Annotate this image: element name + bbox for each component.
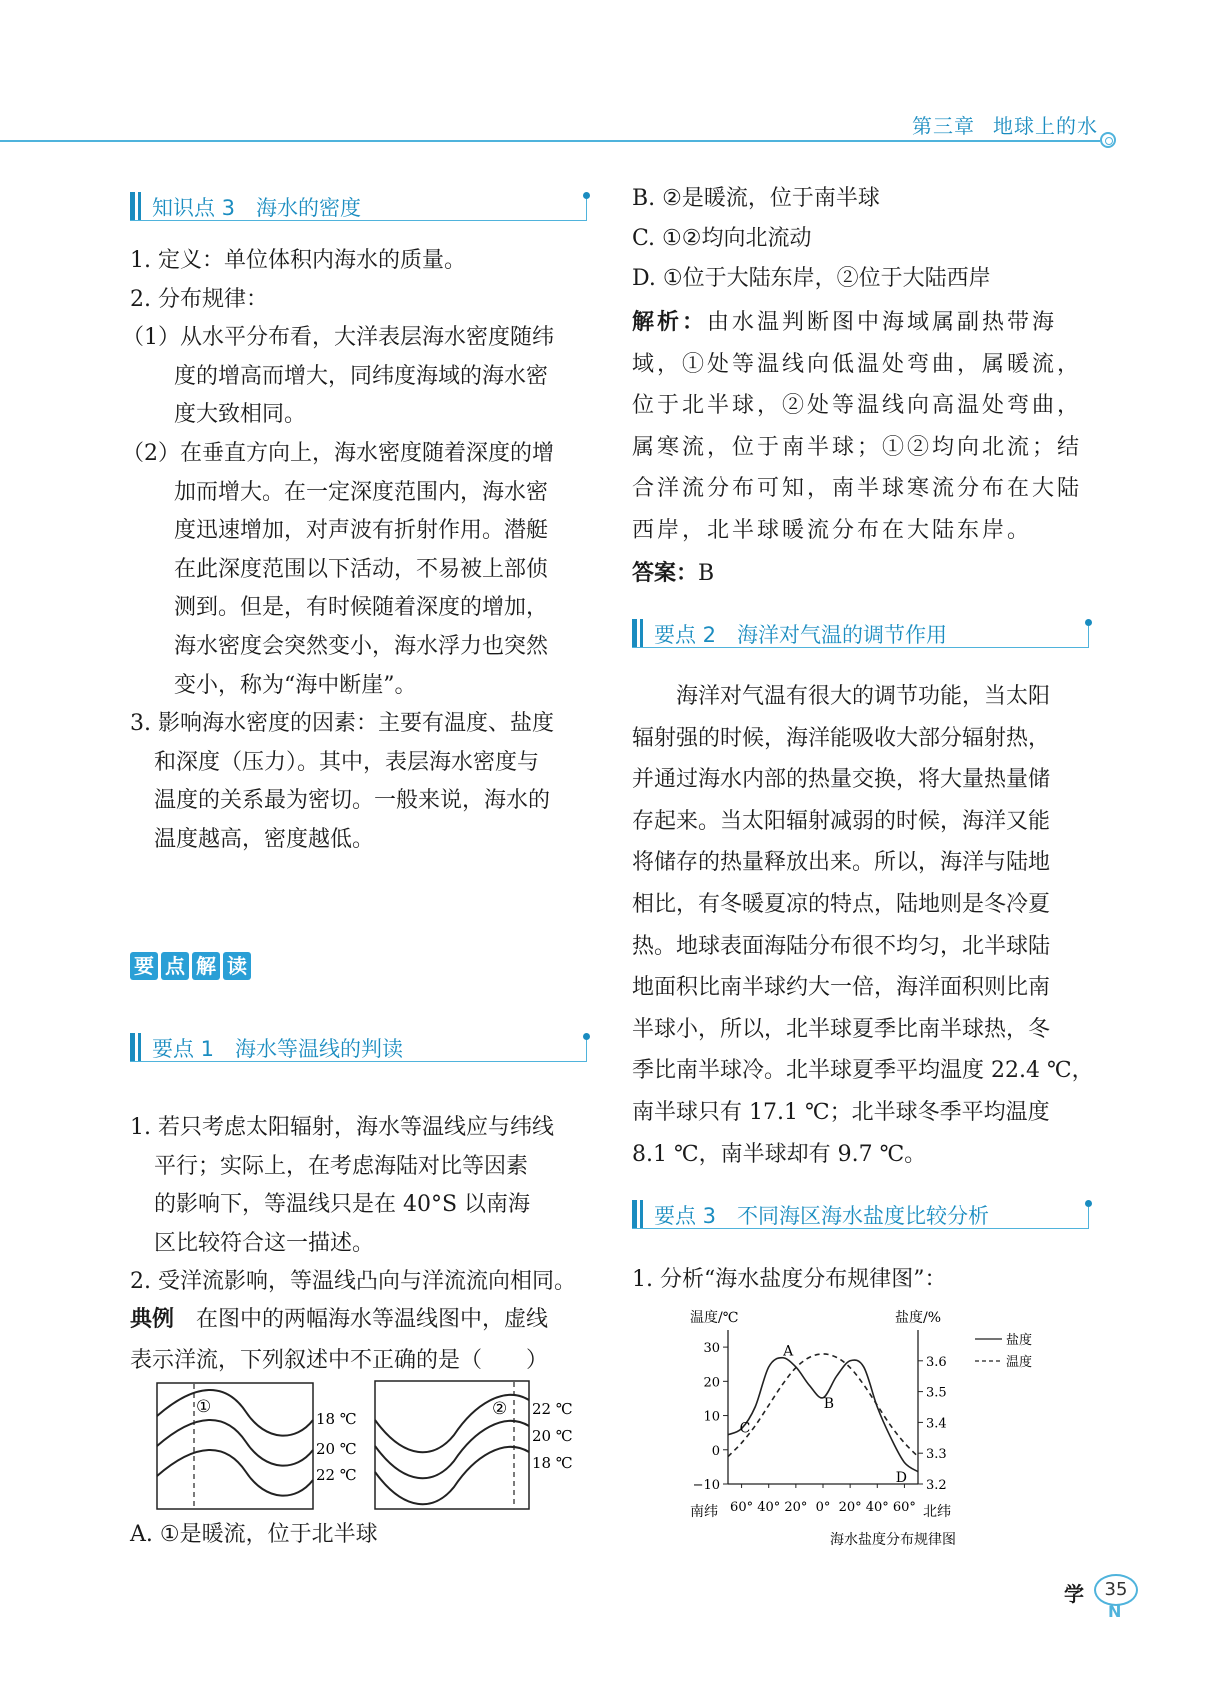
text-line: 辐射强的时候，海洋能吸收大部分辐射热， (632, 725, 1051, 751)
x-axis-left-end: 南纬 (690, 1504, 718, 1520)
point-label-b: B (823, 1395, 835, 1412)
footer-logo-icon: N (1108, 1602, 1122, 1621)
heading-pin-icon (1085, 1200, 1092, 1207)
text-line: 1. 若只考虑太阳辐射，海水等温线应与纬线 (130, 1115, 554, 1140)
text-line: 南半球只有 17.1 ℃；北半球冬季平均温度 (632, 1100, 1050, 1125)
x-axis-right-end: 北纬 (923, 1504, 951, 1520)
y-axis-left-label: 温度/℃ (690, 1310, 739, 1326)
x-tick-label: 60° (730, 1500, 754, 1515)
isotherm-label: 22 ℃ (532, 1400, 573, 1418)
section-heading-key-1 (130, 1031, 586, 1062)
x-tick-label: 60° (892, 1500, 916, 1515)
chapter-title: 地球上的水 (993, 114, 1098, 138)
badge-char: 点 (161, 952, 189, 980)
point-label-d: D (895, 1469, 907, 1486)
text-line: 在此深度范围以下活动，不易被上部侦 (174, 556, 549, 582)
text-line: 和深度（压力）。其中，表层海水密度与 (154, 749, 540, 775)
text-line: 区比较符合这一描述。 (154, 1230, 375, 1256)
footer-mark: 学 (1064, 1582, 1084, 1606)
answer-line (632, 553, 714, 595)
section-title: 知识点 3 海水的密度 (152, 196, 362, 220)
isotherm-line (375, 1447, 529, 1504)
text-line: （1）从水平分布看，大洋表层海水密度随纬 (122, 325, 554, 351)
text-line: 平行；实际上，在考虑海陆对比等因素 (154, 1153, 529, 1179)
section-title: 要点 2 海洋对气温的调节作用 (654, 623, 948, 647)
y-left-tick-label: 10 (703, 1409, 720, 1425)
key-3-line: 1. 分析“海水盐度分布规律图”： (632, 1267, 947, 1292)
text-line: 热。地球表面海陆分布很不均匀，北半球陆 (632, 933, 1051, 959)
chapter-number: 第三章 (912, 114, 975, 138)
text-line: 度大致相同。 (174, 402, 307, 428)
isotherm-label: 20 ℃ (316, 1440, 357, 1458)
isotherm-line (157, 1450, 313, 1496)
text-line: 2. 受洋流影响，等温线凸向与洋流流向相同。 (130, 1269, 576, 1294)
point-label-a: A (783, 1343, 794, 1360)
section-heading-key-3 (632, 1198, 1088, 1229)
chart-caption: 海水盐度分布规律图 (830, 1532, 956, 1546)
y-right-tick-label: 3.2 (926, 1478, 947, 1493)
y-axis-right-label: 盐度/% (895, 1310, 942, 1326)
section-title: 要点 1 海水等温线的判读 (152, 1037, 404, 1061)
analysis-line: 位于北半球，②处等温线向高温处弯曲， (632, 393, 1083, 418)
y-right-tick-label: 3.5 (926, 1385, 947, 1401)
salinity-series-line (728, 1358, 918, 1472)
current-marker: ② (492, 1399, 508, 1419)
text-line: 海洋对气温有很大的调节功能，当太阳 (632, 684, 1051, 709)
isotherm-label: 18 ℃ (316, 1410, 357, 1428)
option-line: B. ②是暖流，位于南半球 (632, 186, 880, 211)
option-a: A. ①是暖流，位于北半球 (130, 1522, 378, 1547)
answer-value: B (698, 561, 715, 586)
x-tick-label: 20° (784, 1500, 808, 1515)
heading-pin-icon (1085, 619, 1092, 626)
analysis-line: 属寒流，位于南半球；①②均向北流；结 (632, 434, 1083, 460)
section-title: 要点 3 不同海区海水盐度比较分析 (654, 1204, 990, 1228)
analysis-line: 域，①处等温线向低温处弯曲，属暖流， (632, 351, 1083, 377)
x-tick-label: 40° (865, 1500, 889, 1515)
isotherm-label: 22 ℃ (316, 1466, 357, 1484)
text-line: 3. 影响海水密度的因素：主要有温度、盐度 (130, 711, 554, 737)
y-left-tick-label: −10 (692, 1478, 720, 1493)
y-left-tick-label: 0 (711, 1443, 720, 1459)
text-line: 测到。但是，有时候随着深度的增加， (174, 595, 549, 621)
text-line: 的影响下，等温线只是在 40°S 以南海 (154, 1192, 531, 1217)
page-number: 35 (1094, 1574, 1138, 1606)
option-line: C. ①②均向北流动 (632, 226, 812, 251)
badge-char: 解 (192, 952, 220, 980)
salinity-distribution-chart (680, 1306, 1040, 1546)
legend-salinity: 盐度 (1006, 1333, 1033, 1348)
x-tick-label: 20° (838, 1500, 862, 1515)
section-heading-knowledge-3 (130, 190, 586, 221)
badge-char: 读 (223, 952, 251, 980)
heading-pin-icon (583, 1033, 590, 1040)
analysis-line: 西岸，北半球暖流分布在大陆东岸。 (632, 517, 1033, 543)
y-right-tick-label: 3.3 (926, 1447, 947, 1463)
example-label: 典例 (130, 1307, 175, 1332)
text-line: （2）在垂直方向上，海水密度随着深度的增 (122, 441, 554, 466)
text-line: 相比，有冬暖夏凉的特点，陆地则是冬冷夏 (632, 892, 1051, 917)
y-right-tick-label: 3.4 (926, 1416, 947, 1432)
x-tick-label: 0° (815, 1500, 831, 1515)
analysis-line: 解析：由水温判断图中海域属副热带海 (632, 310, 1058, 335)
analysis-line: 合洋流分布可知，南半球寒流分布在大陆 (632, 476, 1083, 501)
text-line: 季比南半球冷。北半球夏季平均温度 22.4 ℃， (632, 1058, 1094, 1084)
header-rule (0, 140, 1100, 142)
x-tick-label: 40° (757, 1500, 781, 1515)
text-line: 半球小，所以，北半球夏季比南半球热，冬 (632, 1016, 1051, 1042)
section-heading-key-2 (632, 617, 1088, 648)
analysis-label: 解析： (632, 310, 708, 335)
legend-temperature: 温度 (1006, 1355, 1033, 1370)
isotherm-line (375, 1421, 529, 1478)
text-line: 变小，称为“海中断崖”。 (174, 672, 417, 698)
option-line: D. ①位于大陆东岸，②位于大陆西岸 (632, 266, 991, 291)
y-left-tick-label: 20 (703, 1375, 720, 1391)
example-text: 在图中的两幅海水等温线图中，虚线 (196, 1307, 549, 1332)
isotherm-label: 20 ℃ (532, 1427, 573, 1445)
text-line: 度的增高而增大，同纬度海域的海水密 (174, 363, 549, 389)
text-line: 温度越高，密度越低。 (154, 827, 375, 852)
example-line-2: 表示洋流，下列叙述中不正确的是（ ） (130, 1348, 549, 1373)
text-line: 存起来。当太阳辐射减弱的时候，海洋又能 (632, 808, 1051, 834)
text-line: 海水密度会突然变小，海水浮力也突然 (174, 634, 549, 659)
header-ring-ornament (1100, 132, 1116, 148)
example-line-1 (130, 1299, 548, 1341)
badge-char: 要 (130, 952, 158, 980)
key-points-badge (130, 952, 251, 980)
current-marker: ① (196, 1397, 212, 1417)
text-line: 并通过海水内部的热量交换，将大量热量储 (632, 767, 1051, 793)
isotherm-figure-2 (374, 1380, 594, 1512)
chart-legend (975, 1332, 1032, 1370)
text-line: 地面积比南半球约大一倍，海洋面积则比南 (632, 975, 1051, 1001)
text-line: 温度的关系最为密切。一般来说，海水的 (154, 788, 551, 814)
answer-label: 答案： (632, 561, 699, 586)
text-line: 度迅速增加，对声波有折射作用。潜艇 (174, 518, 549, 544)
y-left-tick-label: 30 (703, 1341, 720, 1357)
text-line: 2. 分布规律： (130, 286, 268, 312)
heading-pin-icon (583, 192, 590, 199)
text-line: 将储存的热量释放出来。所以，海洋与陆地 (632, 850, 1051, 876)
point-label-c: C (739, 1420, 751, 1437)
isotherm-label: 18 ℃ (532, 1454, 573, 1472)
text-line: 8.1 ℃，南半球却有 9.7 ℃。 (632, 1141, 927, 1167)
text-line: 1. 定义：单位体积内海水的质量。 (130, 248, 466, 273)
text-line: 加而增大。在一定深度范围内，海水密 (174, 479, 549, 505)
chapter-header (912, 110, 1098, 139)
y-right-tick-label: 3.6 (926, 1354, 947, 1370)
